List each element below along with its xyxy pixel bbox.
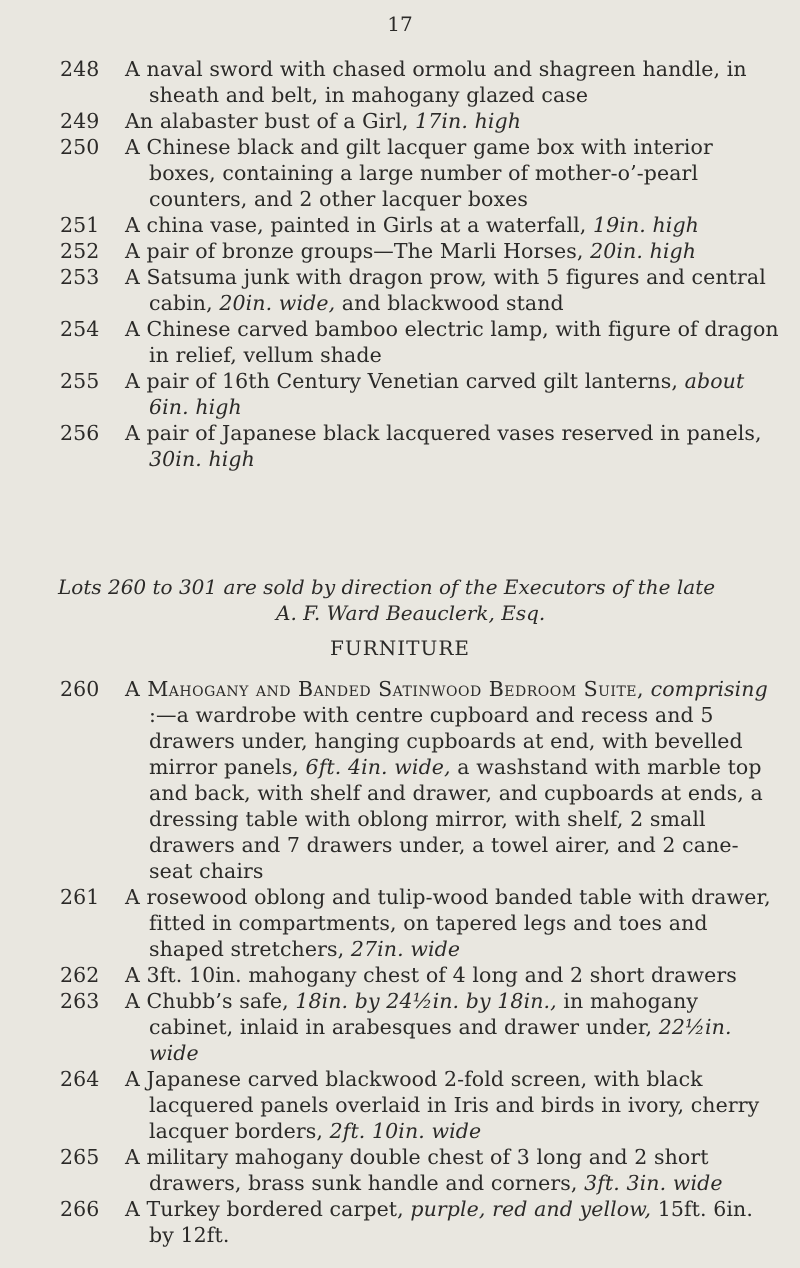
lot-dimensions: 30in. high [149, 447, 255, 471]
lot-251 [0, 212, 800, 238]
lot-description: A rosewood oblong and tulip-wood banded table with drawer, fitted in compartments, on tapered legs and toes and shaped stretchers, [125, 885, 771, 961]
lot-265 [0, 1144, 800, 1196]
lot-list-first [0, 56, 800, 472]
lot-dimensions: 20in. wide, [219, 291, 336, 315]
lot-dimensions: 19in. high [593, 213, 699, 237]
lot-250 [0, 134, 800, 212]
lot-description: A military mahogany double chest of 3 long and 2 short drawers, brass sunk handle and corners, [125, 1145, 709, 1195]
lot-number: 266 [60, 1197, 100, 1221]
lot-space [644, 677, 651, 701]
lot-description: A pair of bronze groups—The Marli Horses, [125, 239, 591, 263]
lot-248 [0, 56, 800, 108]
lot-number: 251 [60, 213, 100, 237]
lot-description: A naval sword with chased ormolu and shagreen handle, in sheath and belt, in mahogany glazed case [125, 57, 747, 107]
lot-dimensions: 2ft. 10in. wide [329, 1119, 482, 1143]
lot-colours: purple, red and yellow, [410, 1197, 652, 1221]
lot-description: :—a wardrobe with centre cupboard and recess and 5 drawers under, hanging cupboards at end, with bevelled mirror panels, [149, 703, 743, 779]
lot-number: 263 [60, 989, 100, 1013]
lot-comprising: comprising [650, 677, 768, 701]
lot-dimensions: about 6in. high [149, 369, 745, 419]
lot-number: 252 [60, 239, 100, 263]
section-intro-line2: A. F. Ward Beauclerk, Esq. [276, 601, 546, 625]
lot-number: 250 [60, 135, 100, 159]
lot-number: 249 [60, 109, 100, 133]
lot-number: 265 [60, 1145, 100, 1169]
lot-number: 256 [60, 421, 100, 445]
lot-263 [0, 988, 800, 1066]
lot-description: A Japanese carved blackwood 2-fold screen, with black lacquered panels overlaid in Iris and birds in ivory, cherry lacquer borders, [125, 1067, 760, 1143]
lot-262 [0, 962, 800, 988]
lot-number: 254 [60, 317, 100, 341]
section-intro [58, 574, 778, 626]
lot-253 [0, 264, 800, 316]
lot-dimensions: 20in. high [590, 239, 697, 263]
lot-description-cont: and blackwood stand [335, 291, 564, 315]
lot-description-cont: in mahogany cabinet, inlaid in arabesques and drawer under, [149, 989, 699, 1039]
lot-254 [0, 316, 800, 368]
lot-description: A pair of Japanese black lacquered vases reserved in panels, [125, 421, 762, 445]
lot-264 [0, 1066, 800, 1144]
lot-description: A Turkey bordered carpet, [125, 1197, 411, 1221]
lot-dimensions: 6ft. 4in. wide, [305, 755, 451, 779]
lot-260 [0, 676, 800, 884]
lot-dimensions: 3ft. 3in. wide [584, 1171, 723, 1195]
lot-dimensions: 15ft. 6in. by 12ft. [149, 1197, 753, 1247]
lot-number: 260 [60, 677, 100, 701]
lot-description: An alabaster bust of a Girl, [125, 109, 416, 133]
lot-number: 262 [60, 963, 100, 987]
lot-number: 253 [60, 265, 100, 289]
lot-number: 255 [60, 369, 100, 393]
lot-dimensions: 27in. wide [350, 937, 461, 961]
lot-description: A china vase, painted in Girls at a waterfall, [125, 213, 594, 237]
section-heading: FURNITURE [329, 636, 471, 660]
lot-249 [0, 108, 800, 134]
lot-255 [0, 368, 800, 420]
lot-256 [0, 420, 800, 472]
page-number: 17 [387, 12, 413, 36]
lot-description: A 3ft. 10in. mahogany chest of 4 long and 2 short drawers [125, 963, 737, 987]
lot-number: 261 [60, 885, 100, 909]
lot-description: A Satsuma junk with dragon prow, with 5 figures and central cabin, [125, 265, 766, 315]
section-intro-line1: Lots 260 to 301 are sold by direction of the Executors of the late [58, 575, 716, 599]
lot-description: A pair of 16th Century Venetian carved gilt lanterns, [125, 369, 685, 393]
lot-title: A Mahogany and Banded Satinwood Bedroom Suite, [125, 677, 645, 701]
lot-number: 248 [60, 57, 100, 81]
lot-252 [0, 238, 800, 264]
lot-list-second [0, 676, 800, 1248]
lot-261 [0, 884, 800, 962]
lot-dimensions: 18in. by 24½in. by 18in., [295, 989, 557, 1013]
lot-description: A Chinese carved bamboo electric lamp, with figure of dragon in relief, vellum shade [125, 317, 779, 367]
lot-description: A Chinese black and gilt lacquer game box with interior boxes, containing a large number of mother-o’-pearl counters, and 2 other lacquer boxes [125, 135, 713, 211]
lot-266 [0, 1196, 800, 1248]
lot-dimensions: 17in. high [415, 109, 522, 133]
lot-description-cont: a washstand with marble top and back, with shelf and drawer, and cupboards at ends, a dressing table with oblong mirror, with shelf, 2 small drawers and 7 drawers under, a towel airer, and 2 cane-seat chairs [149, 755, 763, 883]
lot-description: A Chubb’s safe, [125, 989, 296, 1013]
lot-dimensions-2: 22½in. wide [149, 1015, 732, 1065]
lot-number: 264 [60, 1067, 100, 1091]
